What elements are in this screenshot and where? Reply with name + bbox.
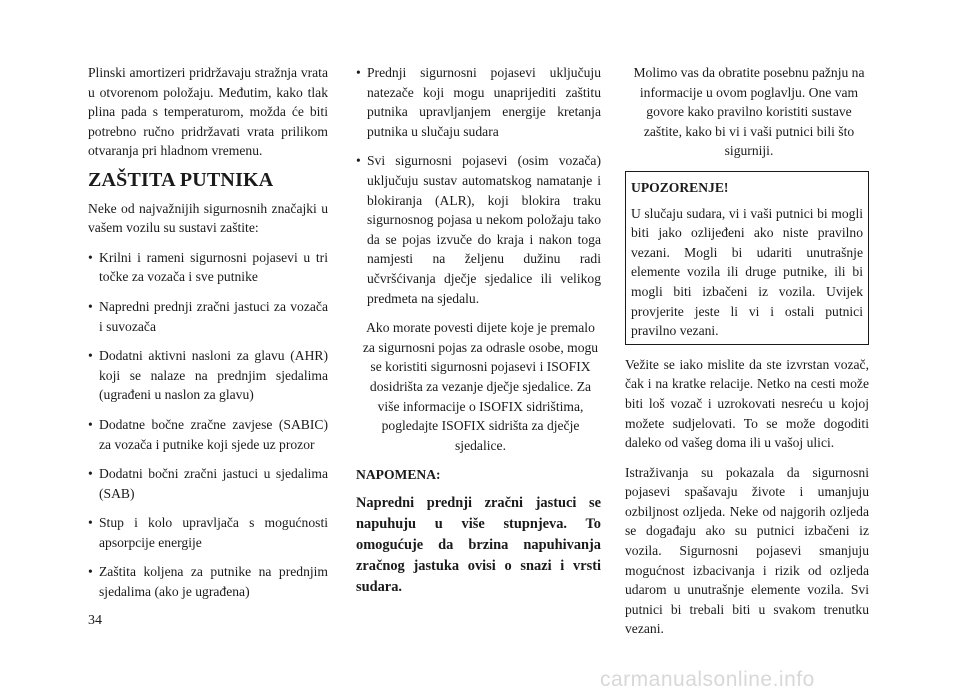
list-item: • Dodatni aktivni nasloni za glavu (AHR) koji se nalaze na prednjim sjedalima (ugrađeni u naslon za glavu) [88,348,328,403]
column-left [88,63,328,612]
body-paragraph: Istraživanja su pokazala da sigurnosni pojasevi spašavaju živote i umanjuju ozbiljnost ozljeda. Neke od najgorih ozljeda se događaju ako su putnici izbačeni iz vozila. Sigurnosni pojasevi smanjuju mogućnost izbacivanja i rizik od ozljeda udarom u unutrašnje elemente vozila. Svi putnici bi trebali biti u svakom trenutku vezani. [625,464,869,637]
list-item: • Dodatne bočne zračne zavjese (SABIC) za vozača i putnike koji sjede uz prozor [88,416,328,452]
column-middle [356,63,601,608]
seatbelt-list [356,63,601,308]
bullet-icon: • [88,348,93,364]
body-paragraph: Vežite se iako mislite da ste izvrstan vozač, čak i na kratke relacije. Netko na cesti može biti loš vozač i uzrokovati nesreću u kojoj možete sudjelovati. To se može dogoditi daleko od vašeg doma ili u vašoj ulici. [625,356,869,451]
bullet-icon: • [88,416,93,432]
note-title: NAPOMENA: [356,467,441,483]
bullet-icon: • [356,153,361,169]
warning-title: UPOZORENJE! [631,179,729,195]
watermark: carmanualsonline.info [600,668,815,691]
list-item: • Dodatni bočni zračni jastuci u sjedalima (SAB) [88,466,328,501]
lead-paragraph: Neke od najvažnijih sigurnosnih značajki u vašem vozilu su sustavi zaštite: [88,200,328,236]
intro-paragraph: Plinski amortizeri pridržavaju stražnja vrata u otvorenom položaju. Međutim, kako tlak plina pada s temperaturom, možda će biti potrebno ručno pridržavati vrata prilikom otvaranja pri hladnom vremenu. [88,65,328,159]
isofix-paragraph: Ako morate povesti dijete koje je premalo za sigurnosni pojas za odrasle osobe, mogu se koristiti sigurnosni pojasevi i ISOFIX dosidrišta za vezanje dječje sjedalice. Za više informacije o ISOFIX sidrištima, pogledajte ISOFIX sidrišta za dječje sjedalice. [362,320,599,453]
list-item: • Prednji sigurnosni pojasevi uključuju natezače koji mogu unaprijediti zaštitu putnika upravljanjem energije kretanja putnika u slučaju sudara [356,65,601,139]
warning-box [625,171,869,345]
list-item: • Zaštita koljena za putnike na prednjim sjedalima (ako je ugrađena) [88,564,328,600]
list-item: • Svi sigurnosni pojasevi (osim vozača) uključuju sustav automatskog namatanje i blokiranja (ALR), koji blokira traku sigurnosnog pojasa u nekom položaju tako da se pojas izvuče do kraja i nakon toga namjesti na željenu dužinu radi učvršćivanja dječje sjedalice ili velikog predmeta na sjedalu. [356,153,601,306]
bullet-icon: • [88,249,93,265]
bullet-icon: • [356,65,361,80]
column-right [625,63,869,649]
page-number: 34 [88,613,102,628]
warning-text: U slučaju sudara, vi i vaši putnici bi mogli biti jako ozlijeđeni ako niste pravilno vezani. Mogli bi udariti unutrašnje elemente vozila ili druge putnike, ili bi mogli biti izbačeni iz vozila. Uvijek provjerite jeste li vi i ostali putnici pravilno vezani. [631,205,863,339]
intro-paragraph: Molimo vas da obratite posebnu pažnju na informacije u ovom poglavlju. One vam govore kako pravilno koristiti sustave zaštite, kako bi vi i vaši putnici bili što sigurniji. [633,65,865,159]
bullet-icon: • [88,515,93,531]
list-item: • Krilni i rameni sigurnosni pojasevi u tri točke za vozača i sve putnike [88,249,328,285]
bullet-icon: • [88,564,93,580]
bullet-icon: • [88,466,93,482]
list-item: • Stup i kolo upravljača s mogućnosti apsorpcije energije [88,515,328,550]
bullet-icon: • [88,298,93,314]
protection-list [88,248,328,602]
note-text: Napredni prednji zračni jastuci se napuhuju u više stupnjeva. To omogućuje da brzina napuhivanja zračnog jastuka ovisi o snazi i vrsti sudara. [356,494,601,595]
section-heading: ZAŠTITA PUTNIKA [88,168,274,191]
list-item: • Napredni prednji zračni jastuci za vozača i suvozača [88,298,328,334]
